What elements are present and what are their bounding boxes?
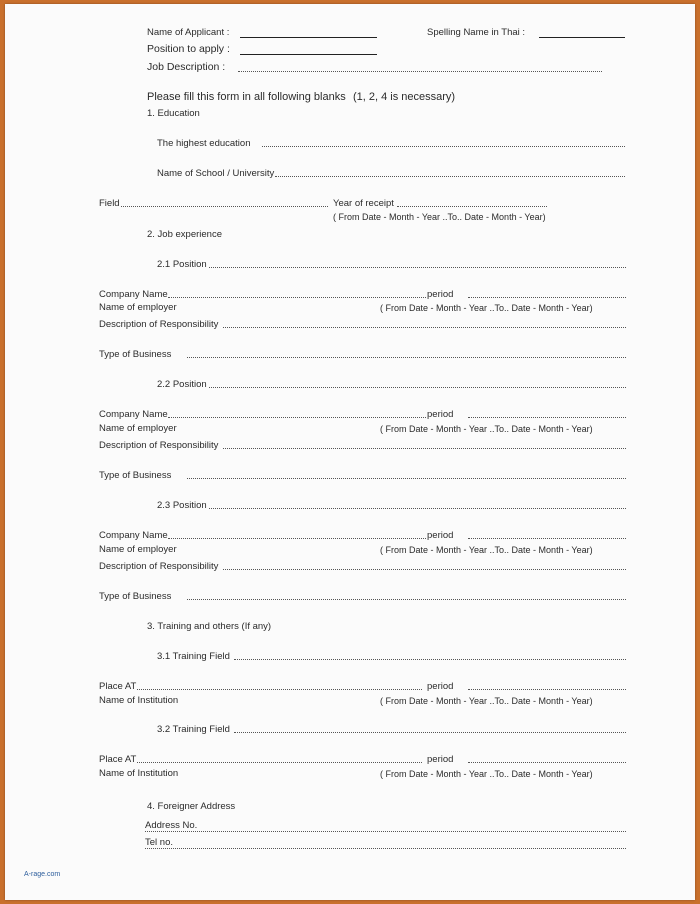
place-at-label: Place AT	[99, 681, 137, 692]
field-input[interactable]	[121, 206, 328, 207]
employer-date-range: ( From Date - Month - Year ..To.. Date - Month - Year)	[380, 424, 593, 434]
place-at-field[interactable]	[137, 762, 422, 763]
name-of-applicant-label: Name of Applicant :	[147, 27, 230, 38]
period-field[interactable]	[468, 417, 626, 418]
education-date-range: ( From Date - Month - Year ..To.. Date - Month - Year)	[333, 212, 546, 222]
position-to-apply-field[interactable]	[240, 54, 377, 55]
job-description-label: Job Description :	[147, 61, 226, 73]
description-field[interactable]	[223, 448, 626, 449]
tel-field[interactable]	[145, 848, 626, 849]
period-label: period	[427, 530, 454, 541]
place-at-label: Place AT	[99, 754, 137, 765]
watermark: A-rage.com	[24, 871, 61, 878]
name-of-employer-label: Name of employer	[99, 302, 177, 313]
company-name-field[interactable]	[168, 417, 426, 418]
name-of-institution-label: Name of Institution	[99, 695, 179, 706]
period-field[interactable]	[468, 538, 626, 539]
spelling-name-thai-field[interactable]	[539, 37, 625, 38]
place-at-field[interactable]	[137, 689, 422, 690]
job-experience-heading: 2. Job experience	[147, 229, 222, 240]
year-of-receipt-label: Year of receipt	[333, 198, 394, 209]
institution-date-range: ( From Date - Month - Year ..To.. Date - Month - Year)	[380, 696, 593, 706]
field-label: Field	[99, 198, 120, 209]
type-of-business-label: Type of Business	[99, 349, 172, 360]
school-label: Name of School / University	[157, 168, 275, 179]
description-field[interactable]	[223, 569, 626, 570]
name-of-employer-label: Name of employer	[99, 544, 177, 555]
foreigner-heading: 4. Foreigner Address	[147, 801, 236, 812]
training-field-3-2-label: 3.2 Training Field	[157, 724, 230, 735]
position-2-2-label: 2.2 Position	[157, 379, 207, 390]
year-of-receipt-field[interactable]	[397, 206, 547, 207]
name-of-institution-label: Name of Institution	[99, 768, 179, 779]
type-of-business-field[interactable]	[187, 478, 626, 479]
period-label: period	[427, 409, 454, 420]
training-field-3-2-input[interactable]	[234, 732, 626, 733]
position-to-apply-label: Position to apply :	[147, 43, 230, 55]
position-2-3-field[interactable]	[209, 508, 626, 509]
address-field[interactable]	[145, 831, 626, 832]
address-label: Address No.	[145, 820, 198, 831]
instructions-necessary: (1, 2, 4 is necessary)	[353, 91, 456, 103]
training-heading: 3. Training and others (If any)	[147, 621, 272, 632]
training-field-3-1-label: 3.1 Training Field	[157, 651, 230, 662]
instructions-lead: Please fill this form in all following blanks	[147, 91, 346, 103]
period-label: period	[427, 754, 454, 765]
company-name-field[interactable]	[168, 538, 426, 539]
position-2-1-label: 2.1 Position	[157, 259, 207, 270]
tel-label: Tel no.	[145, 837, 173, 848]
spelling-name-thai-label: Spelling Name in Thai :	[427, 27, 526, 38]
school-field[interactable]	[275, 176, 625, 177]
education-heading: 1. Education	[147, 108, 200, 119]
period-field[interactable]	[468, 297, 626, 298]
description-label: Description of Responsibility	[99, 319, 219, 330]
company-name-label: Company Name	[99, 530, 168, 541]
description-label: Description of Responsibility	[99, 440, 219, 451]
institution-date-range: ( From Date - Month - Year ..To.. Date - Month - Year)	[380, 769, 593, 779]
name-of-employer-label: Name of employer	[99, 423, 177, 434]
job-description-field[interactable]	[238, 71, 602, 72]
highest-education-label: The highest education	[157, 138, 251, 149]
company-name-label: Company Name	[99, 289, 168, 300]
description-field[interactable]	[223, 327, 626, 328]
type-of-business-label: Type of Business	[99, 591, 172, 602]
company-name-field[interactable]	[168, 297, 426, 298]
period-label: period	[427, 681, 454, 692]
period-field[interactable]	[468, 762, 626, 763]
type-of-business-field[interactable]	[187, 599, 626, 600]
highest-education-field[interactable]	[262, 146, 625, 147]
position-2-1-field[interactable]	[209, 267, 626, 268]
description-label: Description of Responsibility	[99, 561, 219, 572]
company-name-label: Company Name	[99, 409, 168, 420]
form-sheet	[5, 4, 695, 900]
training-field-3-1-input[interactable]	[234, 659, 626, 660]
name-of-applicant-field[interactable]	[240, 37, 377, 38]
period-field[interactable]	[468, 689, 626, 690]
position-2-3-label: 2.3 Position	[157, 500, 207, 511]
employer-date-range: ( From Date - Month - Year ..To.. Date - Month - Year)	[380, 545, 593, 555]
position-2-2-field[interactable]	[209, 387, 626, 388]
employer-date-range: ( From Date - Month - Year ..To.. Date - Month - Year)	[380, 303, 593, 313]
type-of-business-field[interactable]	[187, 357, 626, 358]
period-label: period	[427, 289, 454, 300]
type-of-business-label: Type of Business	[99, 470, 172, 481]
